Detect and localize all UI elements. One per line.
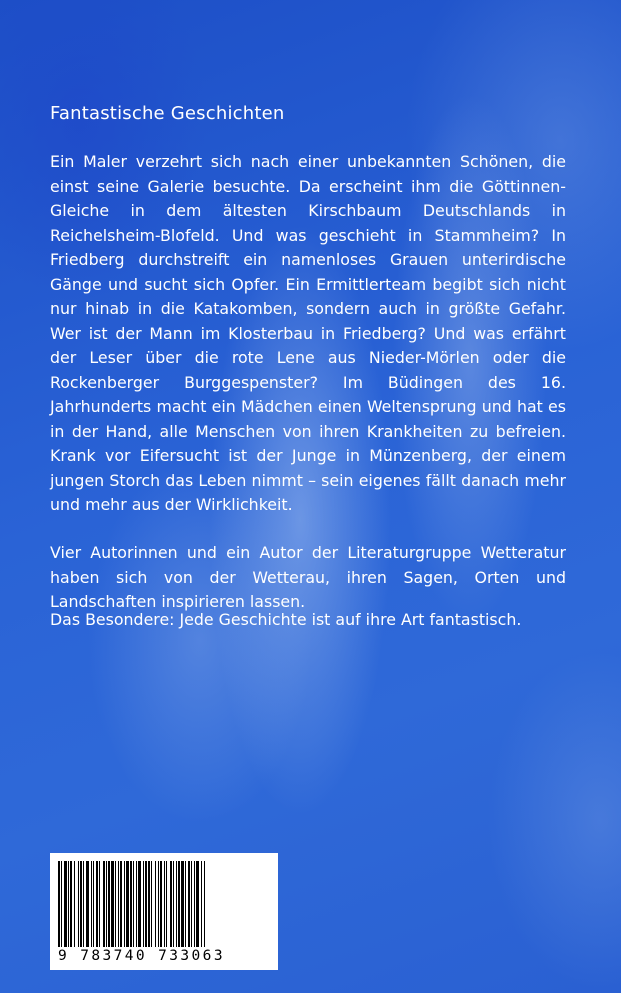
barcode-space — [205, 861, 206, 947]
blurb-paragraph: Ein Maler verzehrt sich nach einer unbekannten Schönen, die einst seine Galerie besuchte. Da erscheint ihm die Göttinnen-Gleiche in dem ältesten Kirschbaum Deutschlands in Reichelsheim-Blofeld. Und was geschieht in Stammheim? In Friedberg durchstreift ein namenloses Grauen unterirdische Gänge und sucht sich Opfer. Ein Ermittlerteam begibt sich nicht nur hinab in die Katakomben, sondern auch in größte Gefahr. Wer ist der Mann im Klosterbau in Friedberg? Und was erfährt der Leser über die rote Lene aus Nieder-Mörlen oder die Rockenberger Burggespenster? Im Büdingen des 16. Jahrhunderts macht ein Mädchen einen Weltensprung und hat es in der Hand, alle Menschen von ihren Krankheiten zu befreien. Krank vor Eifersucht ist der Junge in Münzenberg, der einem jungen Storch das Leben nimmt – sein eigenes fällt danach mehr und mehr aus der Wirklichkeit. — [50, 152, 566, 514]
section-title: Fantastische Geschichten — [50, 103, 285, 124]
barcode-number: 9 783740 733063 — [58, 948, 225, 964]
barcode-bars — [58, 861, 270, 947]
blurb-paragraph: Vier Autorinnen und ein Autor der Literaturgruppe Wetteratur haben sich von der Wetterau, ihren Sagen, Orten und Landschaften inspirieren lassen. — [50, 543, 566, 611]
barcode — [50, 853, 278, 970]
blurb-paragraph: Das Besondere: Jede Geschichte ist auf ihre Art fantastisch. — [50, 610, 522, 629]
